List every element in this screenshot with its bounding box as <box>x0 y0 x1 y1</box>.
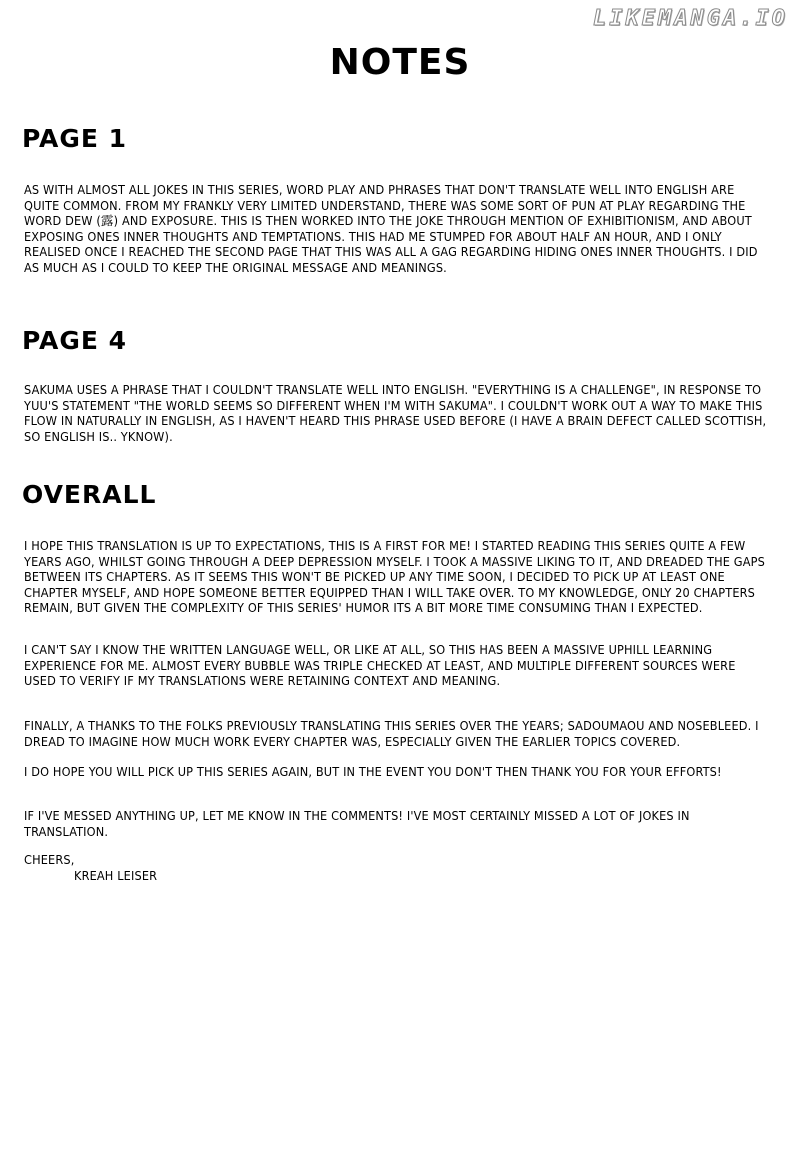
section-overall-paragraph-5: IF I'VE MESSED ANYTHING UP, LET ME KNOW IN THE COMMENTS! I'VE MOST CERTAINLY MISSED A LOT OF JOKES IN TRANSLATION. <box>24 808 690 839</box>
section-overall-paragraph-1: I HOPE THIS TRANSLATION IS UP TO EXPECTATIONS, THIS IS A FIRST FOR ME! I STARTED READING THIS SERIES QUITE A FEW YEARS AGO, WHILST GOING THROUGH A DEEP DEPRESSION MYSELF. I TOOK A MASSIVE LIKING TO IT, AND DREADED THE GAPS BETWEEN ITS CHAPTERS. AS IT SEEMS THIS WON'T BE PICKED UP ANY TIME SOON, I DECIDED TO PICK UP AT LEAST ONE CHAPTER MYSELF, AND HOPE SOMEONE BETTER EQUIPPED THAN I WILL TAKE OVER. TO MY KNOWLEDGE, ONLY 20 CHAPTERS REMAIN, BUT GIVEN THE COMPLEXITY OF THIS SERIES' HUMOR ITS A BIT MORE TIME CONSUMING THAN I EXPECTED. <box>24 538 765 615</box>
section-overall-paragraph-4: I DO HOPE YOU WILL PICK UP THIS SERIES AGAIN, BUT IN THE EVENT YOU DON'T THEN THANK YOU FOR YOUR EFFORTS! <box>24 764 722 779</box>
section-overall-paragraph-2: I CAN'T SAY I KNOW THE WRITTEN LANGUAGE WELL, OR LIKE AT ALL, SO THIS HAS BEEN A MASSIVE UPHILL LEARNING EXPERIENCE FOR ME. ALMOST EVERY BUBBLE WAS TRIPLE CHECKED AT LEAST, AND MULTIPLE DIFFERENT SOURCES WERE USED TO VERIFY IF MY TRANSLATIONS WERE RETAINING CONTEXT AND MEANING. <box>24 642 736 688</box>
section-heading-overall: OVERALL <box>22 480 157 509</box>
section-page-1-paragraph: AS WITH ALMOST ALL JOKES IN THIS SERIES, WORD PLAY AND PHRASES THAT DON'T TRANSLATE WELL INTO ENGLISH ARE QUITE COMMON. FROM MY FRANKLY VERY LIMITED UNDERSTAND, THERE WAS SOME SORT OF PUN AT PLAY REGARDING THE WORD DEW (露) AND EXPOSURE. THIS IS THEN WORKED INTO THE JOKE THROUGH MENTION OF EXHIBITIONISM, AND ABOUT EXPOSING ONES INNER THOUGHTS AND TEMPTATIONS. THIS HAD ME STUMPED FOR ABOUT HALF AN HOUR, AND I ONLY REALISED ONCE I REACHED THE SECOND PAGE THAT THIS WAS ALL A GAG REGARDING HIDING ONES INNER THOUGHTS. I DID AS MUCH AS I COULD TO KEEP THE ORIGINAL MESSAGE AND MEANINGS. <box>24 182 758 275</box>
signoff-name: KREAH LEISER <box>74 867 158 883</box>
section-heading-page-1: PAGE 1 <box>22 124 128 153</box>
section-page-4-paragraph: SAKUMA USES A PHRASE THAT I COULDN'T TRANSLATE WELL INTO ENGLISH. "EVERYTHING IS A CHALLENGE", IN RESPONSE TO YUU'S STATEMENT "THE WORLD SEEMS SO DIFFERENT WHEN I'M WITH SAKUMA". I COULDN'T WORK OUT A WAY TO MAKE THIS FLOW IN NATURALLY IN ENGLISH, AS I HAVEN'T HEARD THIS PHRASE USED BEFORE (I HAVE A BRAIN DEFECT CALLED SCOTTISH, SO ENGLISH IS.. YKNOW). <box>24 382 767 444</box>
signoff-closing: CHEERS, <box>24 852 75 867</box>
signoff <box>24 852 770 883</box>
section-heading-page-4: PAGE 4 <box>22 326 128 355</box>
section-overall-paragraph-3: FINALLY, A THANKS TO THE FOLKS PREVIOUSLY TRANSLATING THIS SERIES OVER THE YEARS; SADOUMAOU AND NOSEBLEED. I DREAD TO IMAGINE HOW MUCH WORK EVERY CHAPTER WAS, ESPECIALLY GIVEN THE EARLIER TOPICS COVERED. <box>24 718 759 749</box>
page-title: NOTES <box>329 42 471 83</box>
site-watermark: LIKEMANGA.IO <box>593 6 788 31</box>
